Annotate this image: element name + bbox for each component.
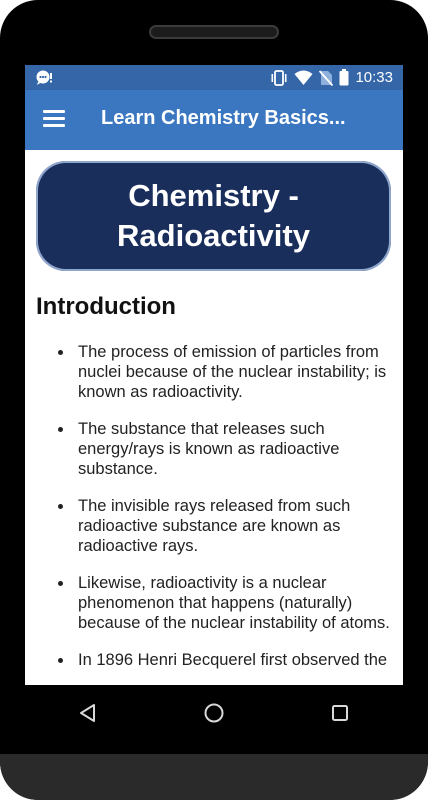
- back-button[interactable]: [58, 693, 118, 733]
- status-time: 10:33: [355, 69, 393, 86]
- app-bar: [25, 90, 403, 150]
- recents-button[interactable]: [310, 693, 370, 733]
- status-bar: [25, 65, 403, 90]
- no-sim-icon: [319, 70, 333, 86]
- vibrate-icon: [270, 70, 288, 86]
- speaker-grille: [149, 25, 279, 39]
- home-button[interactable]: [184, 693, 244, 733]
- article-content[interactable]: [25, 150, 403, 685]
- app-title: Learn Chemistry Basics...: [101, 107, 346, 129]
- status-icons: [270, 68, 393, 87]
- bullet-list: [58, 342, 394, 685]
- list-item: The invisible rays released from such radioactive substance are known as radioactive rays.: [58, 496, 394, 556]
- banner-title-line-2: Radioactivity: [117, 218, 310, 253]
- recents-icon: [330, 703, 350, 723]
- back-icon: [78, 703, 98, 723]
- notification-bubble-icon: [35, 69, 53, 85]
- topic-banner: [36, 161, 391, 271]
- screen: [25, 65, 403, 685]
- list-item: The process of emission of particles from nuclei because of the nuclear instability; is known as radioactivity.: [58, 342, 394, 402]
- wifi-icon: [294, 70, 313, 85]
- list-item: Likewise, radioactivity is a nuclear phenomenon that happens (naturally) because of the nuclear instability of atoms.: [58, 573, 394, 633]
- system-nav-bar: [25, 685, 403, 740]
- phone-chin: [0, 754, 428, 800]
- banner-title-line-1: Chemistry -: [128, 178, 299, 213]
- list-item: The substance that releases such energy/rays is known as radioactive substance.: [58, 419, 394, 479]
- list-item: In 1896 Henri Becquerel first observed the: [58, 650, 394, 670]
- section-heading: Introduction: [36, 293, 176, 320]
- hamburger-menu-icon[interactable]: [43, 110, 65, 128]
- home-icon: [203, 702, 225, 724]
- battery-icon: [339, 69, 349, 86]
